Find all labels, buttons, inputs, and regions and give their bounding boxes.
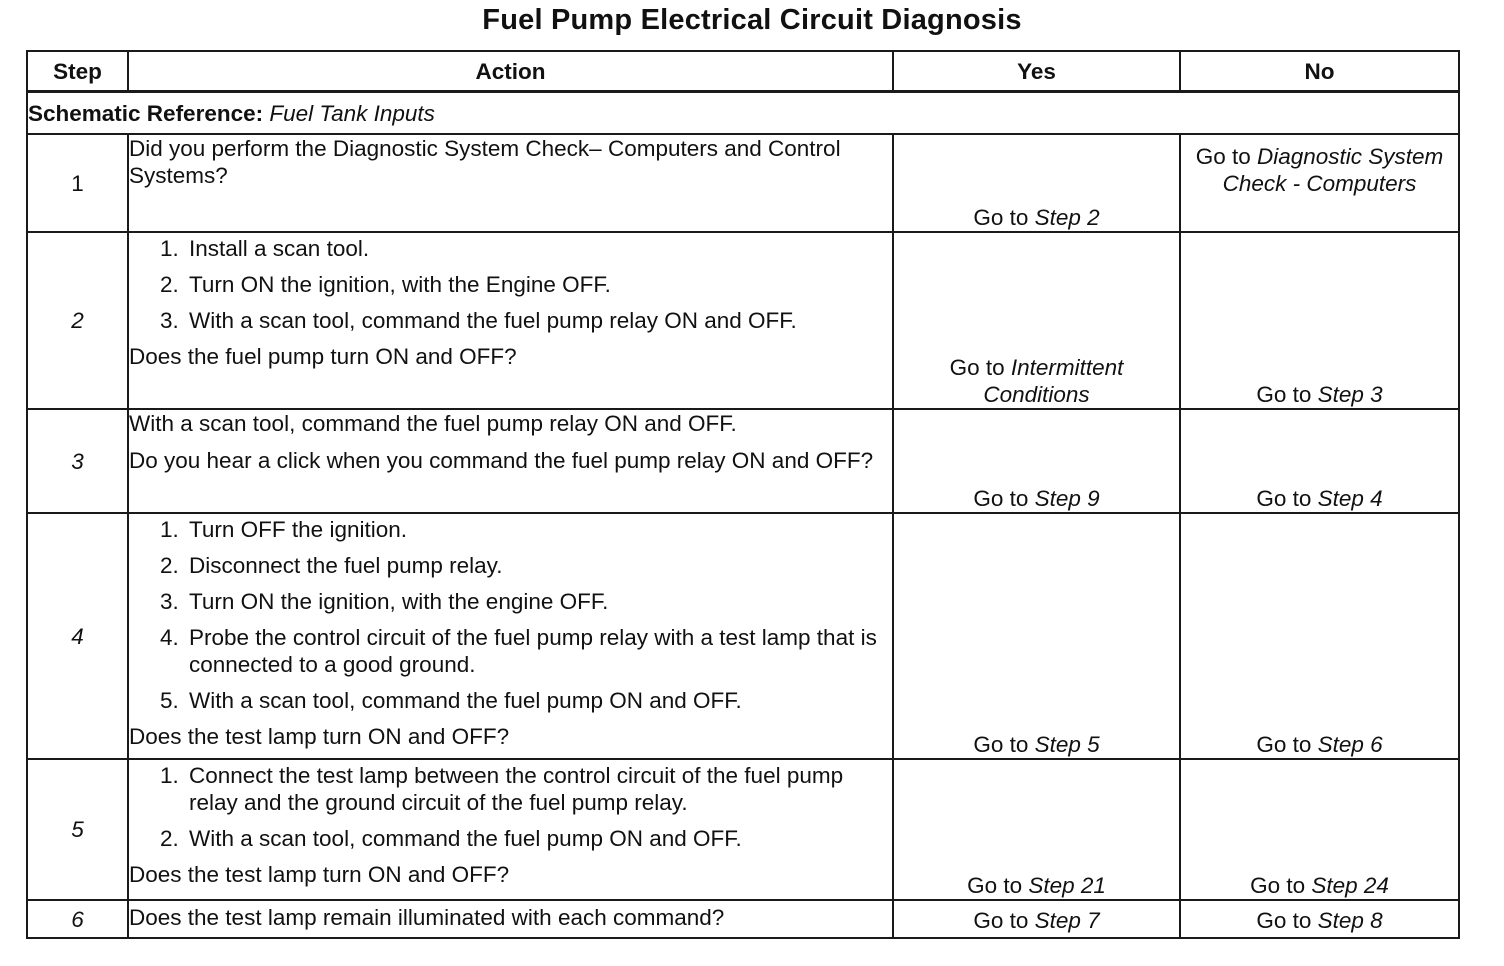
no-go-label: Go to — [1256, 486, 1312, 511]
page-title: Fuel Pump Electrical Circuit Diagnosis — [482, 4, 1022, 36]
no-cell — [1180, 900, 1459, 938]
yes-go-label: Go to — [949, 355, 1005, 380]
no-target: Step 6 — [1317, 732, 1383, 757]
schematic-label: Schematic Reference: — [28, 100, 264, 126]
step-number: 5 — [27, 759, 128, 900]
no-target: Step 8 — [1317, 908, 1383, 933]
yes-cell — [893, 409, 1180, 513]
no-go-label: Go to — [1256, 732, 1312, 757]
schematic-reference-row — [27, 92, 1459, 135]
action-list-item: 1. Connect the test lamp between the control circuit of the fuel pump relay and the ground circuit of the fuel pump relay. — [185, 762, 892, 816]
yes-target: Step 7 — [1034, 908, 1100, 933]
no-target: Diagnostic System Check - Computers — [1222, 144, 1444, 196]
schematic-value: Fuel Tank Inputs — [269, 100, 435, 126]
yes-cell — [893, 513, 1180, 759]
schematic-reference — [27, 92, 1459, 135]
action-list-item: 2. With a scan tool, command the fuel pump ON and OFF. — [185, 825, 892, 852]
yes-target: Intermittent Conditions — [983, 355, 1124, 407]
no-cell — [1180, 513, 1459, 759]
no-go-label: Go to — [1195, 144, 1251, 169]
action-list — [129, 235, 892, 334]
step-action — [128, 409, 893, 513]
step-number: 3 — [27, 409, 128, 513]
table-row — [27, 900, 1459, 938]
step-number: 1 — [27, 134, 128, 232]
yes-target: Step 21 — [1028, 873, 1106, 898]
no-go-label: Go to — [1256, 908, 1312, 933]
yes-target: Step 2 — [1034, 205, 1100, 230]
action-list-item: 5. With a scan tool, command the fuel pump ON and OFF. — [185, 687, 892, 714]
step-number: 4 — [27, 513, 128, 759]
yes-cell — [893, 232, 1180, 409]
action-list-item: 2. Disconnect the fuel pump relay. — [185, 552, 892, 579]
header-action: Action — [128, 51, 893, 92]
action-list — [129, 516, 892, 714]
yes-go-label: Go to — [967, 873, 1023, 898]
action-list-item: 3. With a scan tool, command the fuel pump relay ON and OFF. — [185, 307, 892, 334]
action-text: Did you perform the Diagnostic System Check– Computers and Control Systems? — [129, 136, 841, 188]
yes-go-label: Go to — [973, 732, 1029, 757]
action-list-item: 1. Turn OFF the ignition. — [185, 516, 892, 543]
action-text: Does the test lamp remain illuminated with each command? — [129, 905, 725, 930]
action-list-item: 2. Turn ON the ignition, with the Engine OFF. — [185, 271, 892, 298]
no-cell — [1180, 232, 1459, 409]
yes-go-label: Go to — [973, 908, 1029, 933]
no-target: Step 24 — [1311, 873, 1389, 898]
yes-go-label: Go to — [973, 486, 1029, 511]
action-list-item: 4. Probe the control circuit of the fuel pump relay with a test lamp that is connected to a good ground. — [185, 624, 892, 678]
step-action — [128, 513, 893, 759]
action-list-item: 1. Install a scan tool. — [185, 235, 892, 262]
header-step: Step — [27, 51, 128, 92]
action-question: Does the test lamp turn ON and OFF? — [129, 724, 510, 749]
step-number: 2 — [27, 232, 128, 409]
step-action — [128, 134, 893, 232]
yes-cell — [893, 759, 1180, 900]
action-list-item: 3. Turn ON the ignition, with the engine OFF. — [185, 588, 892, 615]
yes-go-label: Go to — [973, 205, 1029, 230]
action-question: Does the fuel pump turn ON and OFF? — [129, 344, 517, 369]
yes-cell — [893, 900, 1180, 938]
no-target: Step 4 — [1317, 486, 1383, 511]
action-question: Do you hear a click when you command the fuel pump relay ON and OFF? — [129, 448, 874, 473]
table-row — [27, 513, 1459, 759]
no-go-label: Go to — [1250, 873, 1306, 898]
no-target: Step 3 — [1317, 382, 1383, 407]
action-text: With a scan tool, command the fuel pump relay ON and OFF. — [129, 411, 737, 436]
step-action — [128, 759, 893, 900]
no-cell — [1180, 759, 1459, 900]
table-row — [27, 759, 1459, 900]
table-row — [27, 134, 1459, 232]
header-yes: Yes — [893, 51, 1180, 92]
table-row — [27, 232, 1459, 409]
table-row — [27, 409, 1459, 513]
step-action — [128, 232, 893, 409]
yes-target: Step 9 — [1034, 486, 1100, 511]
header-no: No — [1180, 51, 1459, 92]
no-cell — [1180, 409, 1459, 513]
yes-cell — [893, 134, 1180, 232]
action-list — [129, 762, 892, 852]
action-question: Does the test lamp turn ON and OFF? — [129, 862, 510, 887]
step-action — [128, 900, 893, 938]
step-number: 6 — [27, 900, 128, 938]
no-cell — [1180, 134, 1459, 232]
table-header-row — [27, 51, 1459, 92]
diagnosis-table — [26, 50, 1460, 939]
yes-target: Step 5 — [1034, 732, 1100, 757]
no-go-label: Go to — [1256, 382, 1312, 407]
